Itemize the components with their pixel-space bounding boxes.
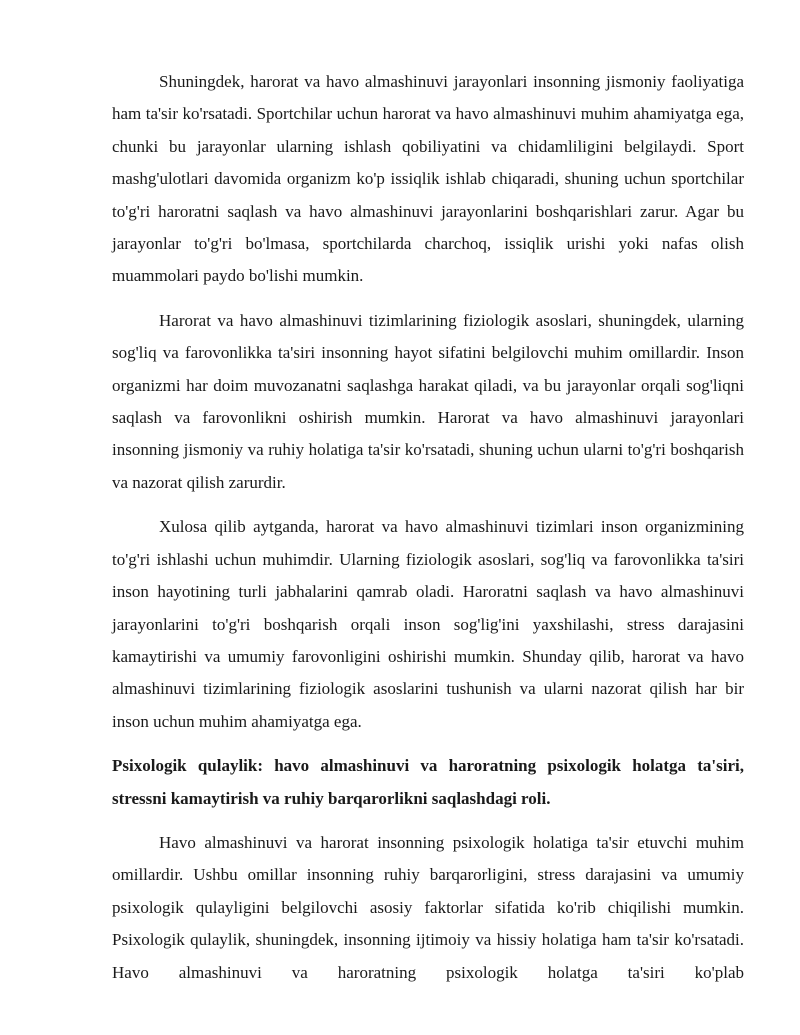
paragraph-conclusion: Xulosa qilib aytganda, harorat va havo almashinuvi tizimlari inson organizmining to'g'ri ishlashi uchun muhimdir. Ularning fiziologik asoslari, sog'liq va farovonlikka ta'siri inson hayotining turli jabhalarini qamrab oladi. Haroratni saqlash va havo almashinuvi jarayonlarini to'g'ri boshqarish orqali inson sog'lig'ini yaxshilashi, stress darajasini kamaytirishi va umumiy farovonligini oshirishi mumkin. Shunday qilib, harorat va havo almashinuvi tizimlarining fiziologik asoslarini tushunish va ularni nazorat qilish har bir inson uchun muhim ahamiyatga ega.	[112, 517, 744, 731]
paragraph-psychology: Havo almashinuvi va harorat insonning psixologik holatiga ta'sir etuvchi muhim omillardir. Ushbu omillar insonning ruhiy barqarorligini, stress darajasini va umumiy psixologik qulayligini belgilovchi asosiy faktorlar sifatida ko'rib chiqilishi mumkin. Psixologik qulaylik, shuningdek, insonning ijtimoiy va hissiy holatiga ham ta'sir ko'rsatadi. Havo almashinuvi va haroratning psixologik holatga ta'siri ko'plab	[112, 832, 744, 982]
paragraph-sport: Shuningdek, harorat va havo almashinuvi jarayonlari insonning jismoniy faoliyatiga ham ta'sir ko'rsatadi. Sportchilar uchun harorat va havo almashinuvi muhim ahamiyatga ega, chunki bu jarayonlar ularning ishlash qobiliyatini va chidamliligini belgilaydi. Sport mashg'ulotlari davomida organizm ko'p issiqlik ishlab chiqaradi, shuning uchun sportchilar to'g'ri haroratni saqlash va havo almashinuvi jarayonlarini boshqarishlari zarur. Agar bu jarayonlar to'g'ri bo'lmasa, sportchilarda charchoq, issiqlik urishi yoki nafas olish muammolari paydo bo'lishi mumkin.	[112, 72, 744, 286]
paragraph-physiology: Harorat va havo almashinuvi tizimlarining fiziologik asoslari, shuningdek, ularning sog'liq va farovonlikka ta'siri insonning hayot sifatini belgilovchi muhim omillardir. Inson organizmi har doim muvozanatni saqlashga harakat qiladi, va bu jarayonlar orqali sog'liqni saqlash va farovonlikni oshirish mumkin. Harorat va havo almashinuvi jarayonlari insonning jismoniy va ruhiy holatiga ta'sir ko'rsatadi, shuning uchun ularni to'g'ri boshqarish va nazorat qilish zarurdir.	[112, 310, 744, 492]
document-page	[112, 66, 744, 989]
section-heading: Psixologik qulaylik: havo almashinuvi va haroratning psixologik holatga ta'siri, stressni kamaytirish va ruhiy barqarorlikni saqlashdagi roli.	[112, 756, 744, 808]
